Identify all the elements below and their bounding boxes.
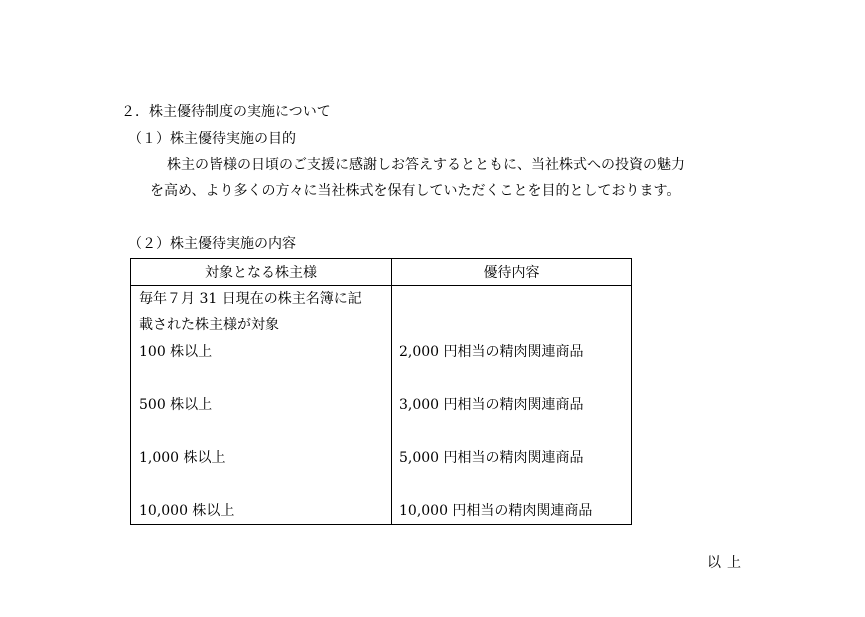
eligibility-line-2: 載された株主様が対象	[139, 317, 279, 333]
purpose-text-line-2: を高め、より多くの方々に当社株式を保有していただくことを目的としております。	[150, 183, 681, 199]
tier-benefit-500: 3,000 円相当の精肉関連商品	[399, 397, 584, 413]
tier-benefit-10000: 10,000 円相当の精肉関連商品	[399, 503, 593, 519]
benefit-table	[130, 258, 632, 525]
eligibility-line-1: 毎年７月 31 日現在の株主名簿に記	[139, 291, 362, 307]
header-benefit-content: 優待内容	[392, 259, 632, 286]
purpose-text-line-1: 株主の皆様の日頃のご支援に感謝しお答えするとともに、当社株式への投資の魅力	[167, 157, 685, 173]
content-heading: （２）株主優待実施の内容	[128, 236, 296, 252]
table-header-row	[131, 259, 632, 286]
tier-shares-1000: 1,000 株以上	[139, 450, 226, 466]
tier-benefit-1000: 5,000 円相当の精肉関連商品	[399, 450, 584, 466]
tier-shares-100: 100 株以上	[139, 344, 213, 360]
tier-shares-10000: 10,000 株以上	[139, 503, 235, 519]
benefit-cell	[392, 286, 632, 525]
tier-shares-500: 500 株以上	[139, 397, 213, 413]
eligibility-cell	[131, 286, 392, 525]
header-eligible-shareholders: 対象となる株主様	[131, 259, 392, 286]
tier-benefit-100: 2,000 円相当の精肉関連商品	[399, 344, 584, 360]
closing-mark: 以上	[707, 555, 747, 571]
section-heading: ２．株主優待制度の実施について	[121, 104, 331, 120]
purpose-heading: （１）株主優待実施の目的	[128, 131, 296, 147]
table-row	[131, 286, 632, 525]
